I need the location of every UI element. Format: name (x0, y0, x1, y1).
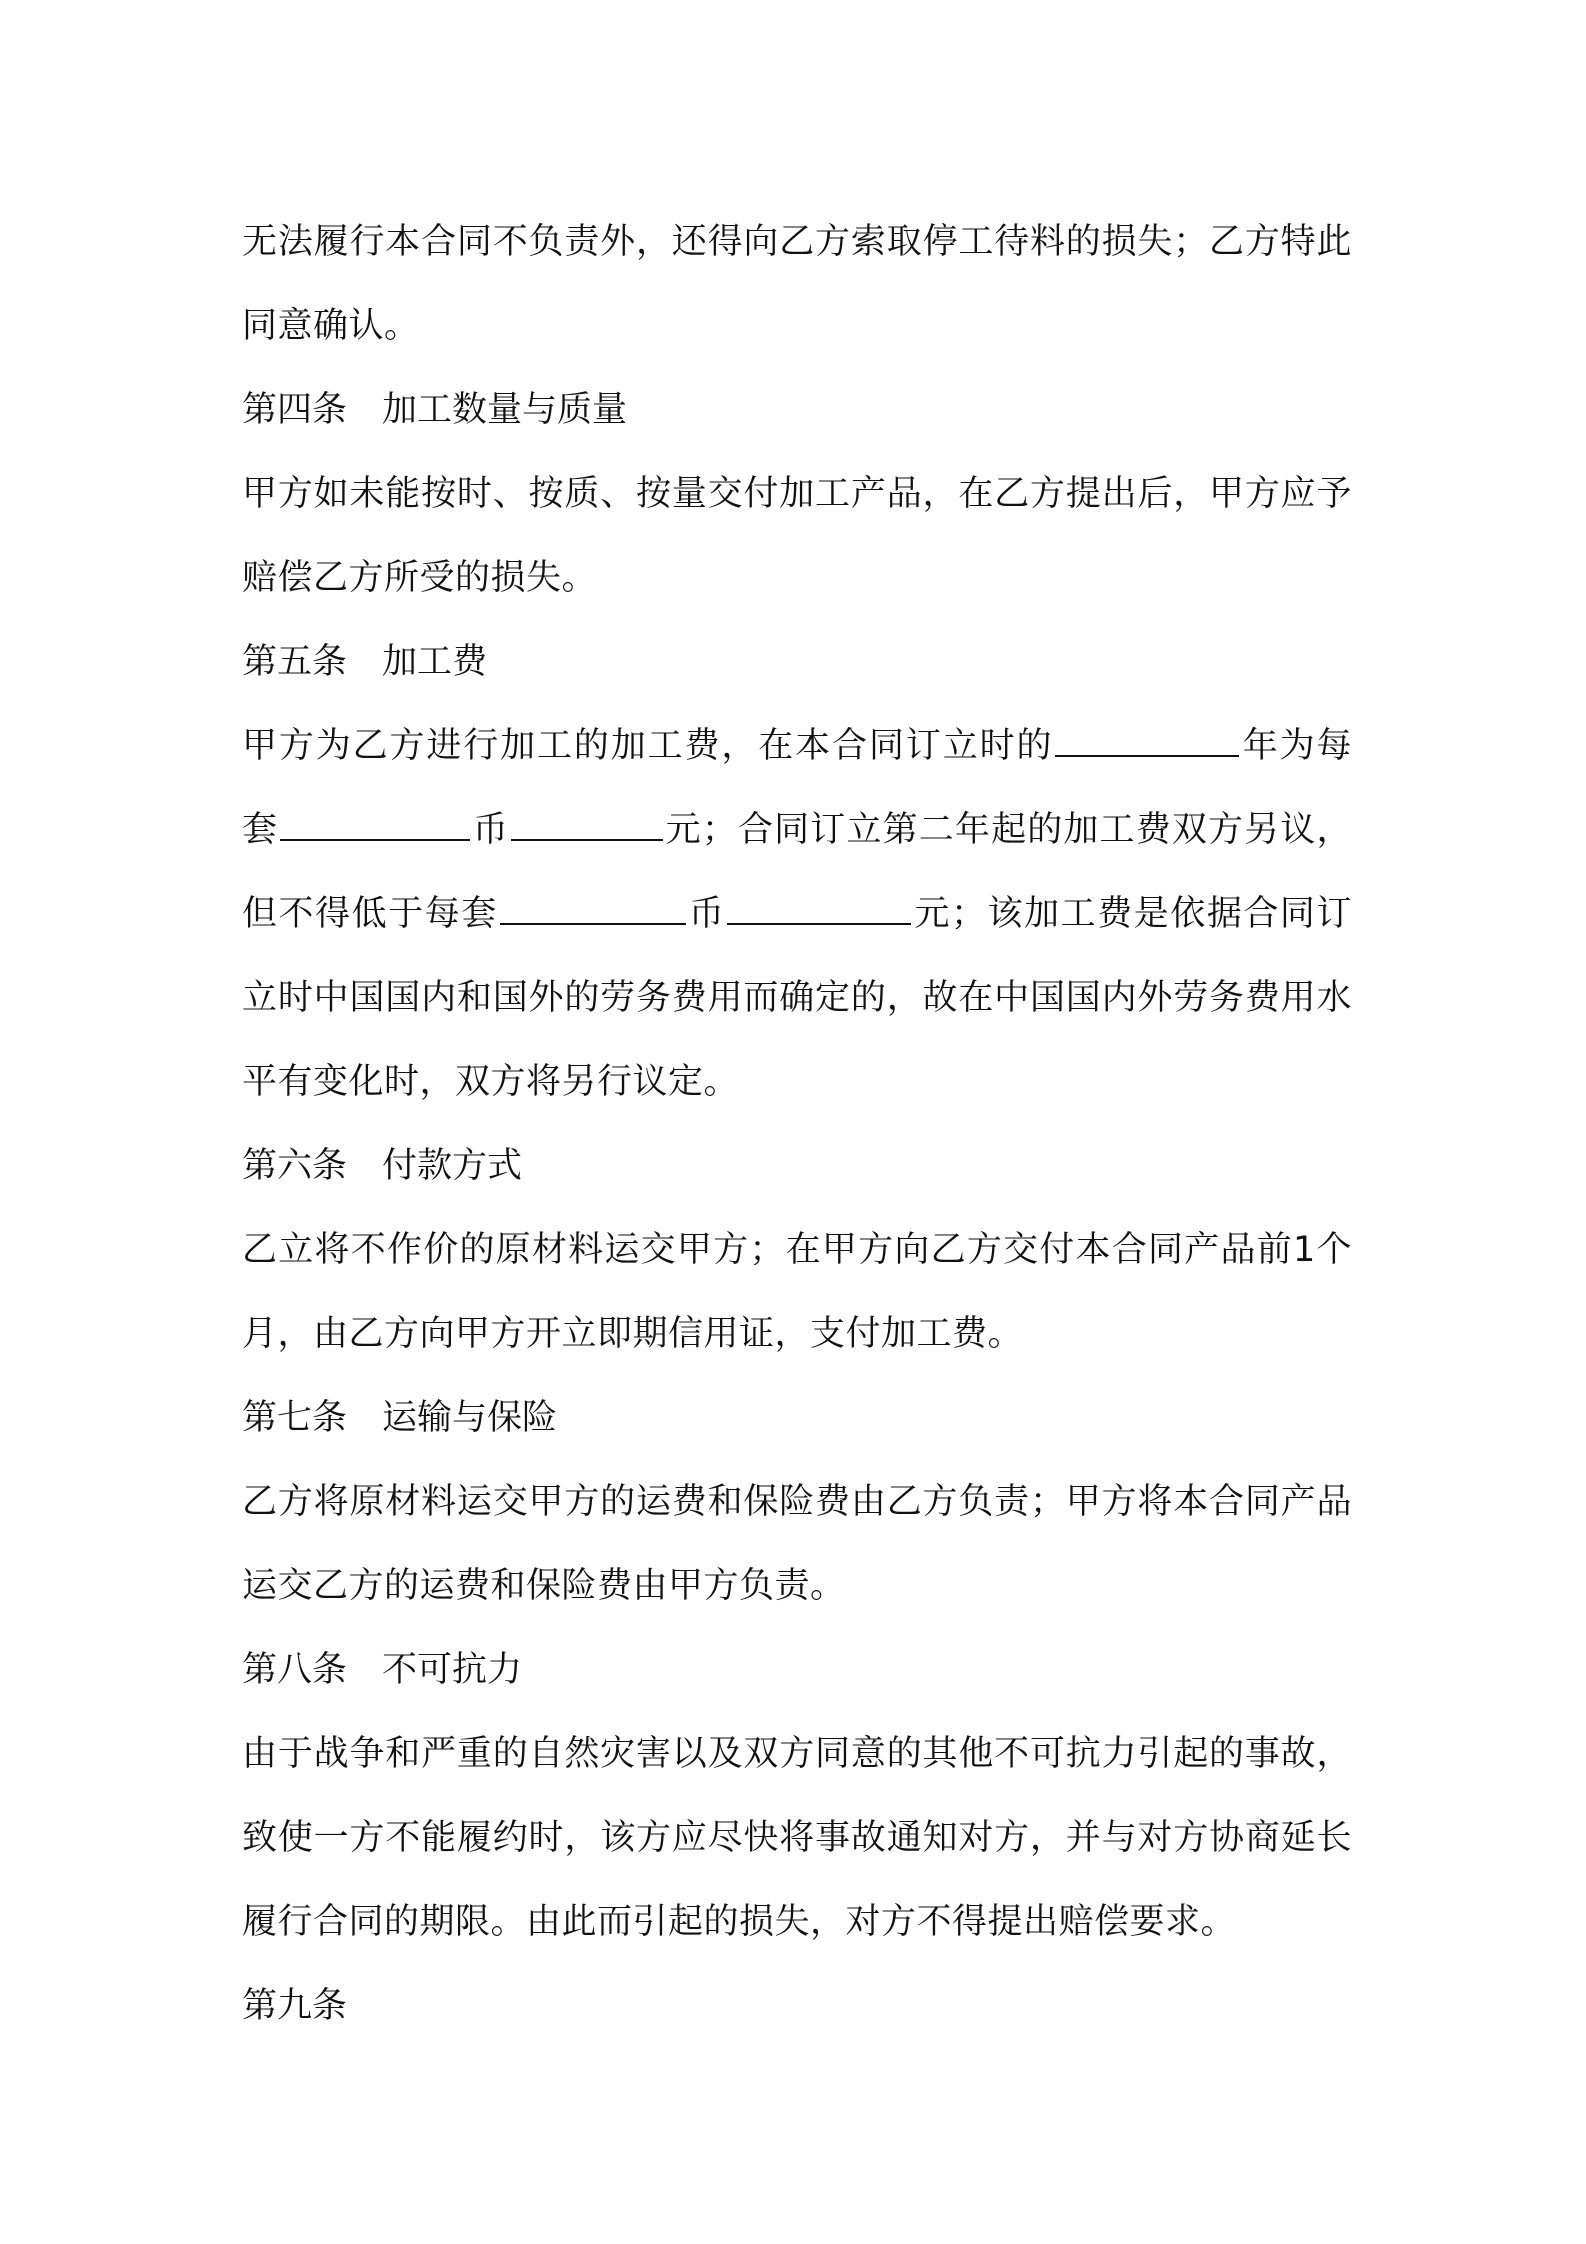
article-5-part-1: 甲方为乙方进行加工的加工费，在本合同订立时的 (242, 726, 1054, 766)
article-9-heading: 第九条 (242, 1986, 348, 2026)
article-7-text: 乙方将原材料运交甲方的运费和保险费由乙方负责；甲方将本合同产品运交乙方的运费和保险费由甲方负责。 (242, 1482, 1352, 1606)
document-page (242, 200, 1352, 2048)
article-6-heading: 第六条 付款方式 (242, 1146, 523, 1186)
article-5-text (242, 704, 1352, 1124)
article-5-heading: 第五条 加工费 (242, 642, 488, 682)
blank-min-amount-field[interactable] (727, 889, 911, 925)
article-8-text: 由于战争和严重的自然灾害以及双方同意的其他不可抗力引起的事故，致使一方不能履约时，该方应尽快将事故通知对方，并与对方协商延长履行合同的期限。由此而引起的损失，对方不得提出赔偿要求。 (242, 1734, 1352, 1942)
article-7-heading: 第七条 运输与保险 (242, 1398, 558, 1438)
article-5-part-2: 年为每套 (242, 726, 1352, 850)
article-5-part-6: 元；该加工费是依据合同订立时中国国内和国外的劳务费用而确定的，故在中国国内外劳务费用水平有变化时，双方将另行议定。 (242, 894, 1352, 1102)
article-4-heading: 第四条 加工数量与质量 (242, 390, 628, 430)
article-5-part-4: 元；合同订立第二年起的加工费双方另议，但不得低于每套 (242, 810, 1352, 934)
article-6-text: 乙立将不作价的原材料运交甲方；在甲方向乙方交付本合同产品前1个月，由乙方向甲方开立即期信用证，支付加工费。 (242, 1230, 1352, 1354)
blank-currency-field[interactable] (280, 805, 470, 841)
article-4-text: 甲方如未能按时、按质、按量交付加工产品，在乙方提出后，甲方应予赔偿乙方所受的损失。 (242, 474, 1352, 598)
article-5-part-5: 币 (687, 894, 726, 934)
blank-min-currency-field[interactable] (500, 889, 686, 925)
blank-year-field[interactable] (1055, 721, 1239, 757)
article-5-part-3: 币 (472, 810, 509, 850)
continuation-paragraph: 无法履行本合同不负责外，还得向乙方索取停工待料的损失；乙方特此同意确认。 (242, 222, 1352, 346)
blank-amount-field[interactable] (511, 805, 663, 841)
article-8-heading: 第八条 不可抗力 (242, 1650, 523, 1690)
